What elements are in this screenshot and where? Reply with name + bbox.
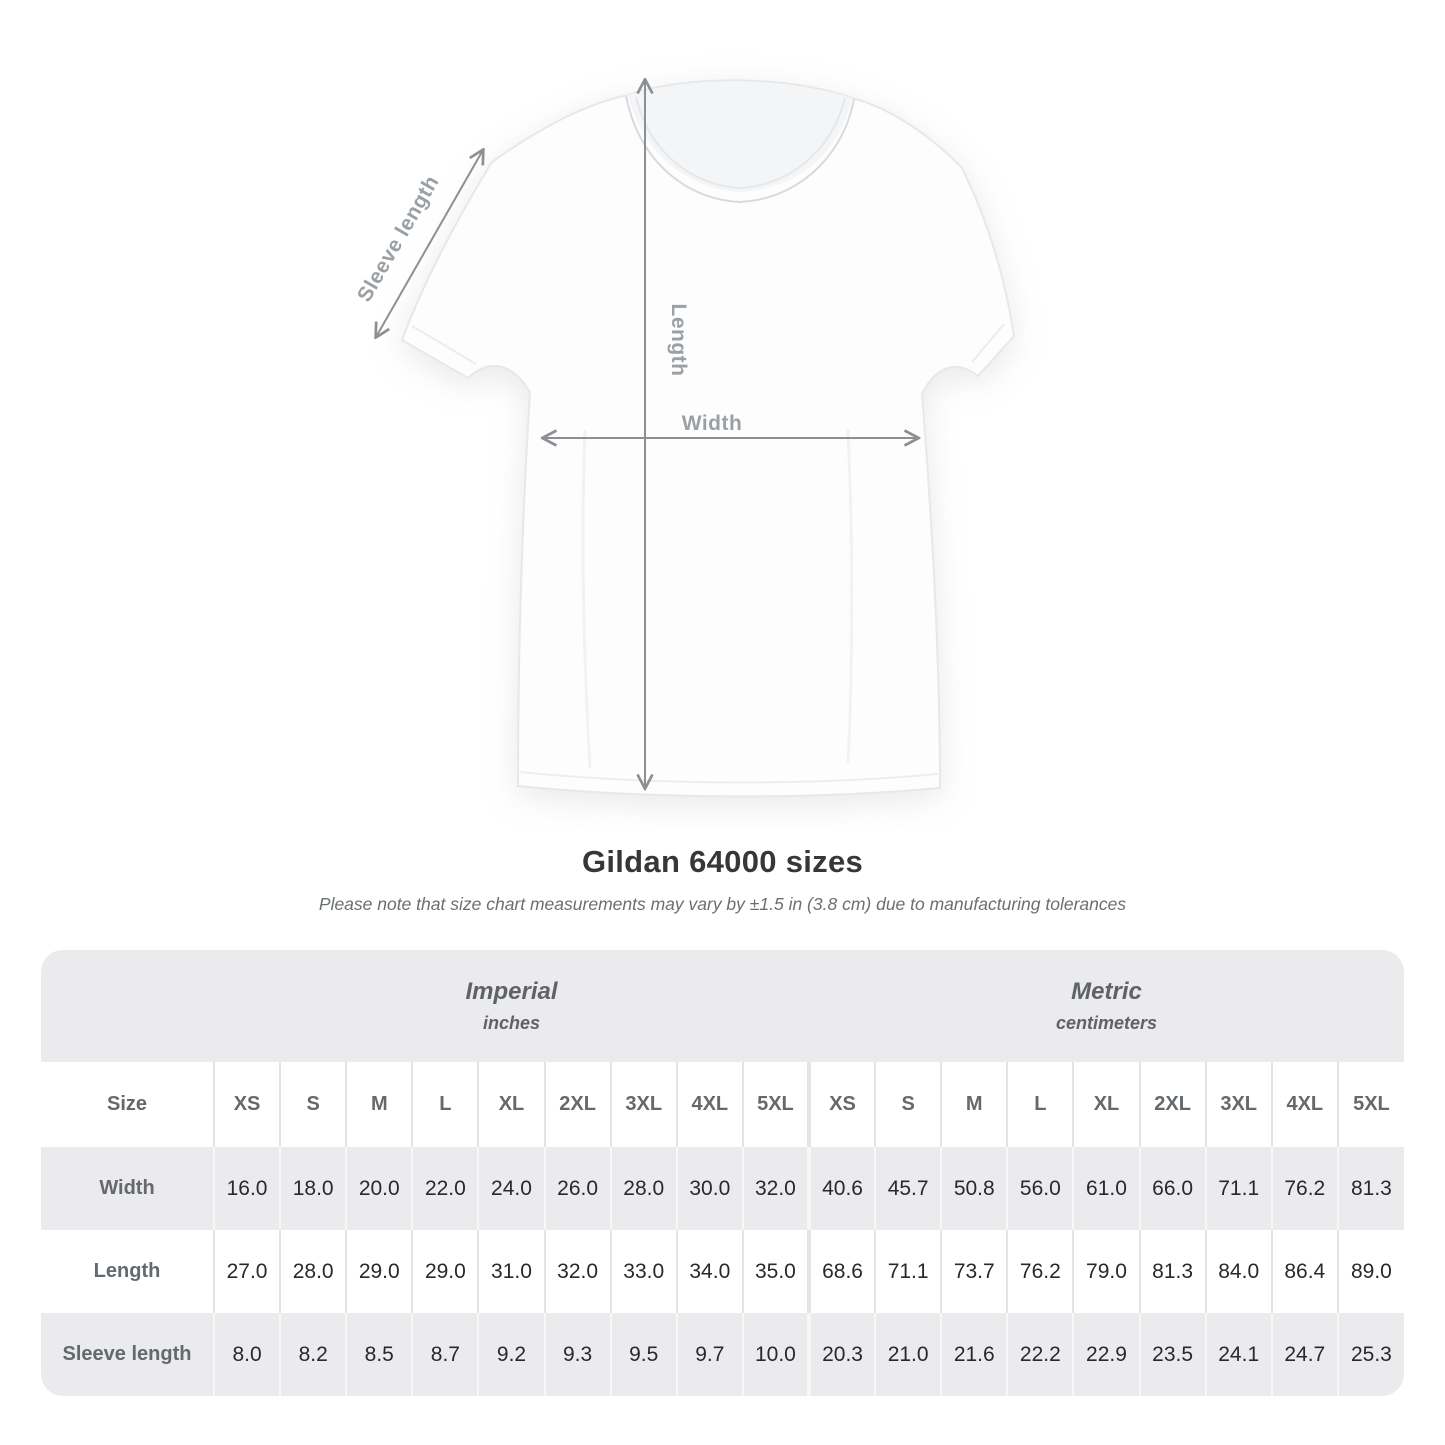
size-header-cell: M: [346, 1062, 412, 1147]
measurement-cell-metric: 40.6: [809, 1147, 875, 1230]
size-header-cell: XL: [478, 1062, 544, 1147]
size-header-cell: S: [280, 1062, 346, 1147]
measurement-cell-imperial: 26.0: [545, 1147, 611, 1230]
size-header-cell: 2XL: [1140, 1062, 1206, 1147]
size-header-cell: S: [875, 1062, 941, 1147]
measurement-cell-metric: 24.1: [1206, 1313, 1272, 1396]
tolerance-note: Please note that size chart measurements may vary by ±1.5 in (3.8 cm) due to manufacturing tolerances: [318, 894, 1127, 914]
measurement-cell-imperial: 30.0: [677, 1147, 743, 1230]
unit-group-unit: centimeters: [1055, 1013, 1158, 1033]
measurement-cell-imperial: 9.7: [677, 1313, 743, 1396]
measurement-cell-metric: 76.2: [1007, 1230, 1073, 1313]
measurement-cell-imperial: 8.7: [412, 1313, 478, 1396]
measurement-cell-metric: 22.9: [1073, 1313, 1139, 1396]
size-header-cell: 4XL: [677, 1062, 743, 1147]
measurement-cell-metric: 76.2: [1272, 1147, 1338, 1230]
measurement-row-label: Width: [41, 1147, 214, 1230]
size-column-header: Size: [41, 1062, 214, 1147]
measurement-cell-metric: 66.0: [1140, 1147, 1206, 1230]
size-chart-table: [41, 950, 1404, 1396]
measurement-cell-imperial: 31.0: [478, 1230, 544, 1313]
measurement-cell-imperial: 8.5: [346, 1313, 412, 1396]
measurement-cell-imperial: 28.0: [280, 1230, 346, 1313]
measurement-cell-imperial: 29.0: [412, 1230, 478, 1313]
measurement-cell-metric: 50.8: [941, 1147, 1007, 1230]
size-header-cell: XS: [809, 1062, 875, 1147]
measurement-cell-metric: 56.0: [1007, 1147, 1073, 1230]
measurement-cell-metric: 22.2: [1007, 1313, 1073, 1396]
measurement-cell-imperial: 27.0: [214, 1230, 280, 1313]
size-header-cell: XL: [1073, 1062, 1139, 1147]
measurement-cell-imperial: 33.0: [611, 1230, 677, 1313]
measurement-cell-imperial: 20.0: [346, 1147, 412, 1230]
measurement-cell-imperial: 24.0: [478, 1147, 544, 1230]
measurement-cell-metric: 21.6: [941, 1313, 1007, 1396]
size-header-cell: 5XL: [743, 1062, 809, 1147]
measurement-row: [41, 1230, 1404, 1313]
measurement-cell-metric: 71.1: [1206, 1147, 1272, 1230]
unit-group-header-imperial: [214, 950, 809, 1062]
table-body: [41, 950, 1404, 1396]
measurement-cell-metric: 81.3: [1140, 1230, 1206, 1313]
width-label: Width: [681, 412, 743, 435]
measurement-cell-imperial: 28.0: [611, 1147, 677, 1230]
measurement-cell-metric: 89.0: [1338, 1230, 1404, 1313]
measurement-cell-imperial: 22.0: [412, 1147, 478, 1230]
size-header-cell: 2XL: [545, 1062, 611, 1147]
measurement-cell-imperial: 29.0: [346, 1230, 412, 1313]
measurement-cell-imperial: 32.0: [545, 1230, 611, 1313]
unit-group-header-row: [41, 950, 1404, 1062]
measurement-cell-metric: 79.0: [1073, 1230, 1139, 1313]
measurement-cell-metric: 86.4: [1272, 1230, 1338, 1313]
measurement-cell-metric: 25.3: [1338, 1313, 1404, 1396]
unit-group-unit: inches: [482, 1013, 540, 1033]
measurement-cell-metric: 23.5: [1140, 1313, 1206, 1396]
measurement-cell-imperial: 18.0: [280, 1147, 346, 1230]
measurement-cell-imperial: 10.0: [743, 1313, 809, 1396]
measurement-cell-metric: 73.7: [941, 1230, 1007, 1313]
measurement-cell-imperial: 8.0: [214, 1313, 280, 1396]
measurement-cell-metric: 68.6: [809, 1230, 875, 1313]
size-header-cell: 3XL: [611, 1062, 677, 1147]
measurement-cell-metric: 61.0: [1073, 1147, 1139, 1230]
size-header-cell: M: [941, 1062, 1007, 1147]
measurement-row-label: Sleeve length: [41, 1313, 214, 1396]
unit-group-name: Metric: [1071, 978, 1142, 1005]
size-header-cell: L: [412, 1062, 478, 1147]
length-label: Length: [667, 303, 690, 377]
measurement-cell-metric: 84.0: [1206, 1230, 1272, 1313]
measurement-cell-imperial: 9.3: [545, 1313, 611, 1396]
page-title: Gildan 64000 sizes: [581, 844, 864, 879]
size-header-cell: 5XL: [1338, 1062, 1404, 1147]
table-corner-cell: [41, 950, 214, 1062]
measurement-cell-imperial: 35.0: [743, 1230, 809, 1313]
unit-group-header-metric: [809, 950, 1404, 1062]
measurement-cell-metric: 20.3: [809, 1313, 875, 1396]
measurement-cell-metric: 45.7: [875, 1147, 941, 1230]
measurement-cell-metric: 71.1: [875, 1230, 941, 1313]
sleeve-length-label: Sleeve length: [352, 171, 444, 306]
size-header-cell: 4XL: [1272, 1062, 1338, 1147]
measurement-cell-imperial: 32.0: [743, 1147, 809, 1230]
measurement-row: [41, 1313, 1404, 1396]
size-header-cell: L: [1007, 1062, 1073, 1147]
size-header-row: [41, 1062, 1404, 1147]
measurement-cell-imperial: 8.2: [280, 1313, 346, 1396]
measurement-cell-imperial: 16.0: [214, 1147, 280, 1230]
measurement-cell-metric: 81.3: [1338, 1147, 1404, 1230]
measurement-cell-imperial: 34.0: [677, 1230, 743, 1313]
measurement-cell-metric: 24.7: [1272, 1313, 1338, 1396]
size-header-cell: 3XL: [1206, 1062, 1272, 1147]
measurement-cell-imperial: 9.2: [478, 1313, 544, 1396]
measurement-row: [41, 1147, 1404, 1230]
size-header-cell: XS: [214, 1062, 280, 1147]
measurement-row-label: Length: [41, 1230, 214, 1313]
unit-group-name: Imperial: [465, 978, 558, 1005]
size-chart-container: [41, 950, 1404, 1396]
measurement-cell-metric: 21.0: [875, 1313, 941, 1396]
measurement-cell-imperial: 9.5: [611, 1313, 677, 1396]
